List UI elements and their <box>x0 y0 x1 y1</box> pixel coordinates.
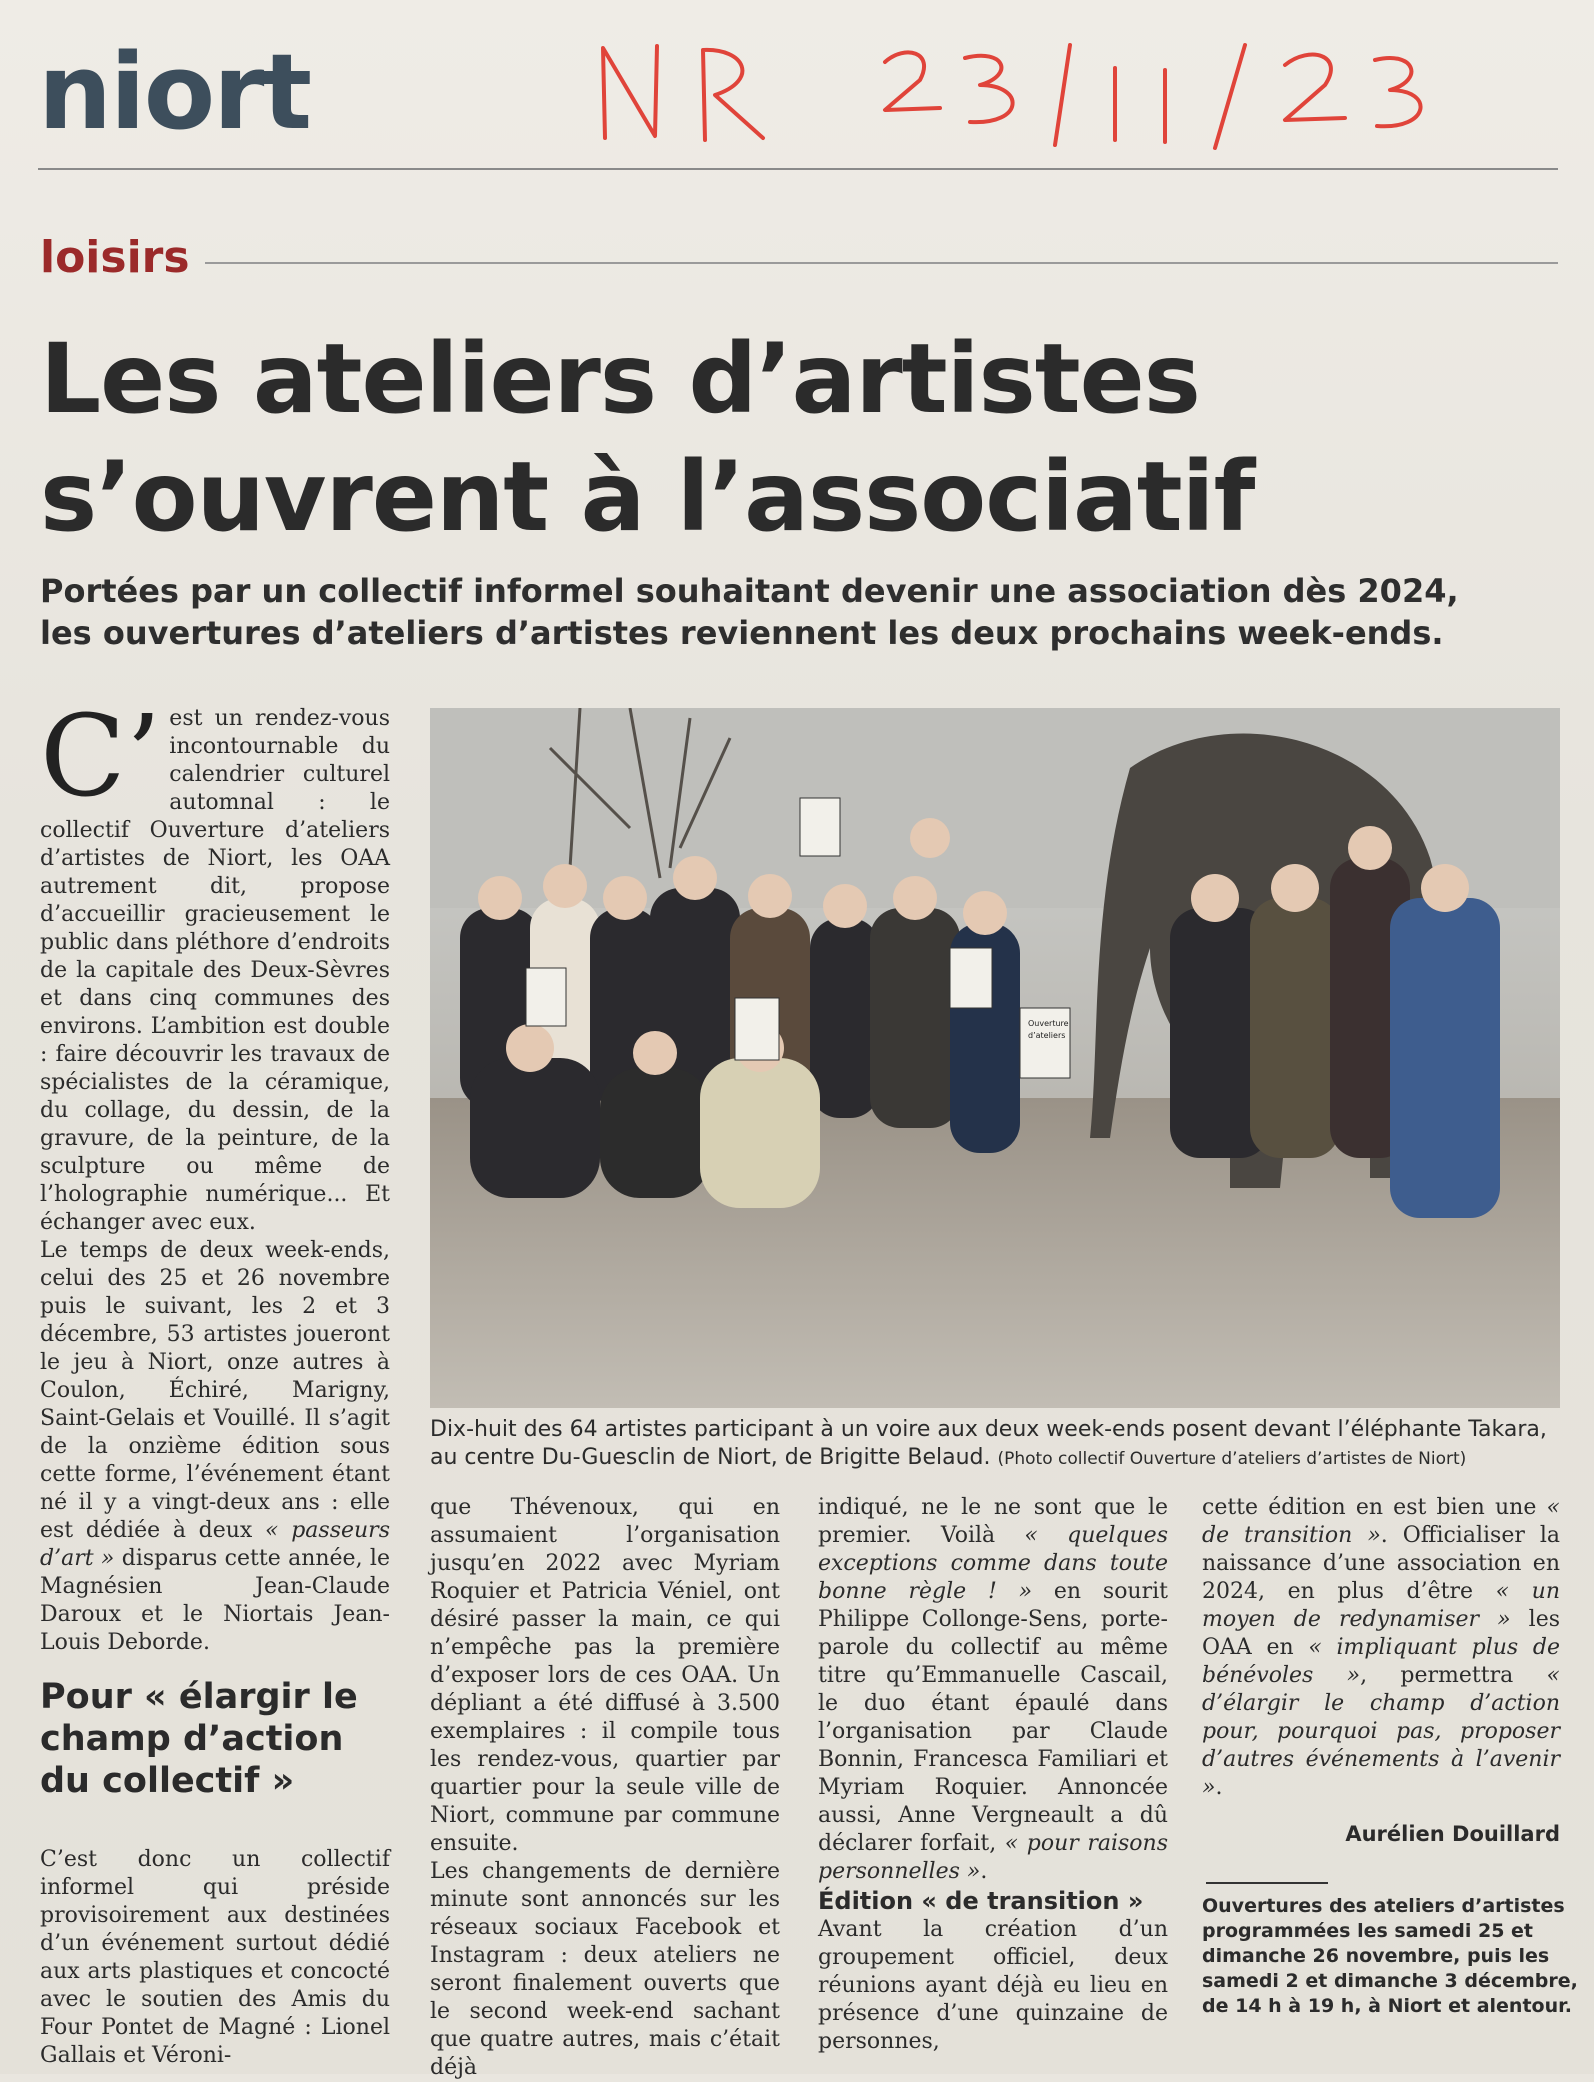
section-title: niort <box>38 31 311 153</box>
info-line-1: Ouvertures des ateliers d’artistes <box>1202 1895 1565 1917</box>
paragraph-transition: Avant la création d’un groupement officiel, deux réunions ayant déjà eu lieu en présence d’une quinzaine de personnes, <box>818 1917 1168 2054</box>
paragraph-dates: Le temps de deux week-ends, celui des 25 et 26 novembre puis le suivant, les 2 et 3 décembre, 53 artistes joueront le jeu à Niort, onze autres à Coulon, Échiré, Marigny, Saint-Gelais et Vouillé. Il s’agit de la onzième édition sous cette forme, l’événement étant né il y a vingt-deux ans : elle est dédiée à deux « passeurs d’art » disparus cette année, le Magnésien Jean-Claude Daroux et le Niortais Jean-Louis Deborde. <box>40 1238 390 1655</box>
caption-text: Dix-huit des 64 artistes participant à un voire aux deux week-ends posent devant l’éléphante Takara, au centre Du-Guesclin de Niort, de Brigitte Belaud. <box>430 1417 1547 1470</box>
handwritten-date-note <box>585 40 1485 150</box>
subheading: Pour « élargir le champ d’action du collectif » <box>40 1677 358 1801</box>
standfirst-line-2: les ouvertures d’ateliers d’artistes reviennent les deux prochains week-ends. <box>40 614 1444 652</box>
standfirst <box>40 570 1560 654</box>
header-rule <box>38 168 1558 170</box>
column-4 <box>1202 1494 1560 1802</box>
paragraph-spokesperson: indiqué, ne le ne sont que le premier. Voilà « quelques exceptions comme dans toute bonne règle ! » en sourit Philippe Collonge-Sens, porte-parole du collectif au même titre qu’Emmanuelle Cascail, le duo étant épaulé dans l’organisation par Claude Bonnin, Francesca Familiari et Myriam Roquier. Annoncée aussi, Anne Vergneault a dû déclarer forfait, « pour raisons personnelles ». <box>818 1495 1168 1884</box>
drop-cap: C’ <box>40 692 162 822</box>
category-label: loisirs <box>40 232 190 283</box>
info-line-5: de 14 h à 19 h, à Niort et alentour. <box>1202 1995 1572 2017</box>
headline-line-2: s’ouvrent à l’associatif <box>40 441 1255 553</box>
info-box-rule <box>1206 1882 1328 1884</box>
paragraph-intro: est un rendez-vous incontournable du calendrier culturel automnal : le collectif Ouverture d’ateliers d’artistes de Niort, les OAA autrement dit, propose d’accueillir gracieusement le public dans pléthore d’endroits de la capitale des Deux-Sèvres et dans cinq communes des environs. L’ambition est double : faire découvrir les travaux de spécialistes de la céramique, du collage, du dessin, de la gravure, de la peinture, de la sculpture ou même de l’holographie numérique... Et échanger avec eux. <box>40 706 390 1235</box>
paragraph-collective: C’est donc un collectif informel qui préside provisoirement aux destinées d’un événement surtout dédié aux arts plastiques et concocté avec le soutien des Amis du Four Pontet de Magné : Lionel Gallais et Véroni- <box>40 1847 390 2068</box>
column-1-continued <box>40 1846 390 2070</box>
photo-book-label-2: d’ateliers <box>1028 1031 1066 1040</box>
photo-book-label-1: Ouverture <box>1028 1019 1069 1028</box>
info-line-4: samedi 2 et dimanche 3 décembre, <box>1202 1970 1578 1992</box>
photo-illustration <box>430 708 1560 1408</box>
info-line-3: dimanche 26 novembre, puis les <box>1202 1945 1550 1967</box>
headline-line-1: Les ateliers d’artistes <box>40 323 1200 435</box>
headline <box>40 320 1540 556</box>
category-rule <box>205 262 1558 264</box>
column-3 <box>818 1494 1168 2056</box>
standfirst-line-1: Portées par un collectif informel souhaitant devenir une association dès 2024, <box>40 572 1459 610</box>
practical-info-box <box>1202 1894 1578 2019</box>
photo-caption <box>430 1416 1560 1473</box>
intertitle: Édition « de transition » <box>818 1887 1144 1915</box>
photo-credit: (Photo collectif Ouverture d’ateliers d’artistes de Niort) <box>997 1449 1467 1469</box>
paragraph-organisers: que Thévenoux, qui en assumaient l’organisation jusqu’en 2022 avec Myriam Roquier et Patricia Véniel, ont désiré passer la main, ce qui n’empêche pas la première d’exposer lors de ces OAA. Un dépliant a été diffusé à 3.500 exemplaires : il compile tous les rendez-vous, quartier par quartier pour la seule ville de Niort, commune par commune ensuite. <box>430 1495 780 1856</box>
author-byline: Aurélien Douillard <box>1345 1822 1560 1846</box>
paragraph-social-media: Les changements de dernière minute sont annoncés sur les réseaux sociaux Facebook et Instagram : deux ateliers ne seront finalement ouverts que le second week-end sachant que quatre autres, mais c’était déjà <box>430 1859 780 2080</box>
group-photo <box>430 708 1560 1408</box>
column-2 <box>430 1494 780 2082</box>
info-line-2: programmées les samedi 25 et <box>1202 1920 1533 1942</box>
column-1 <box>40 692 390 1657</box>
paragraph-association: cette édition en est bien une « de transition ». Officialiser la naissance d’une association en 2024, en plus d’être « un moyen de redynamiser » les OAA en « impliquant plus de bénévoles », permettra « d’élargir le champ d’action pour, pourquoi pas, proposer d’autres événements à l’avenir ». <box>1202 1495 1561 1800</box>
